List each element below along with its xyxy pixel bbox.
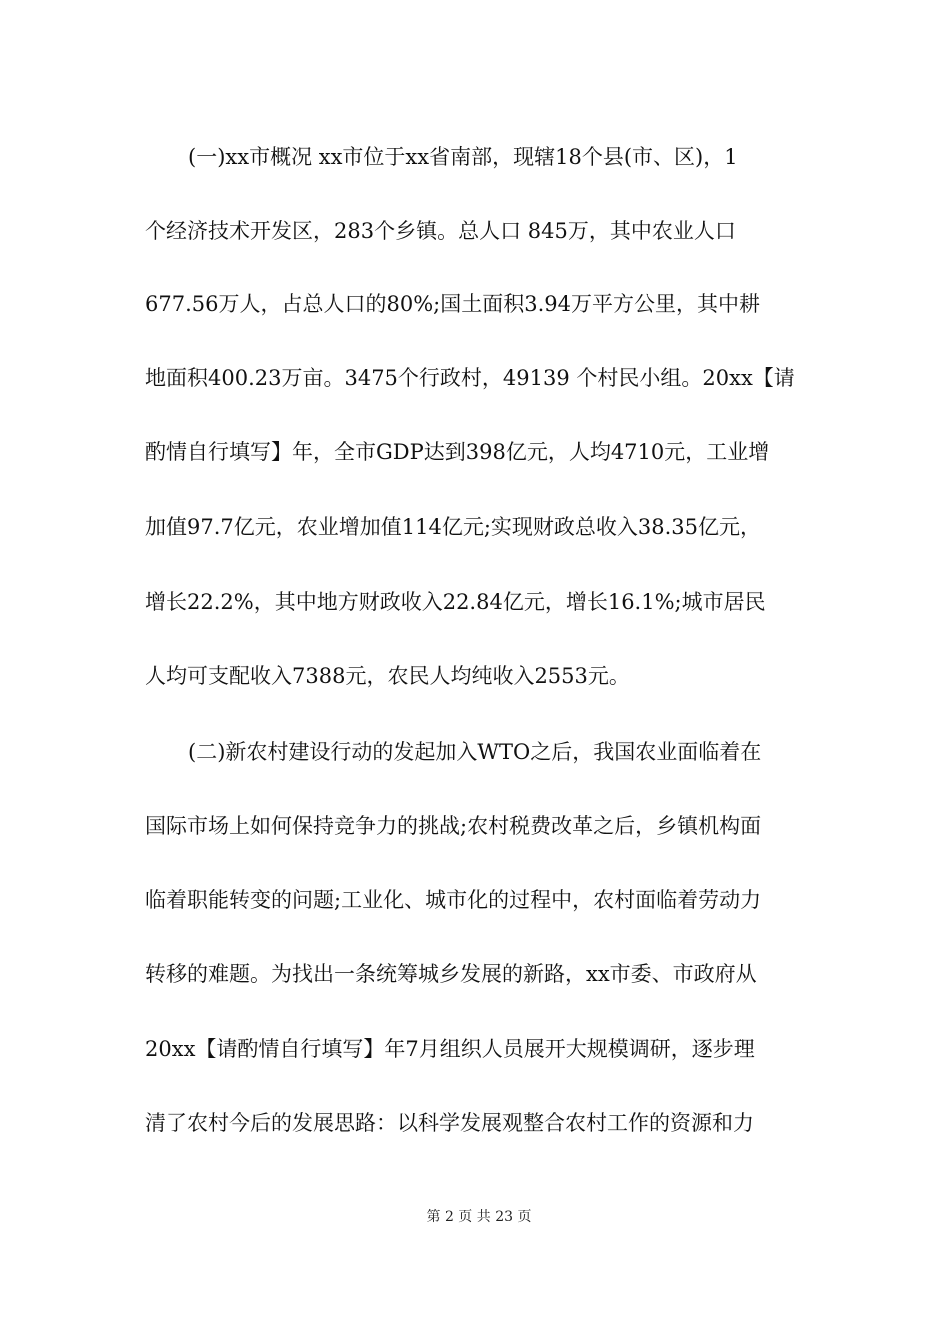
paragraph-2-line-6: 清了农村今后的发展思路：以科学发展观整合农村工作的资源和力 bbox=[145, 1111, 754, 1135]
paragraph-1-line-7: 增长22.2%，其中地方财政收入22.84亿元，增长16.1%;城市居民 bbox=[145, 590, 766, 614]
paragraph-2-line-2: 国际市场上如何保持竞争力的挑战;农村税费改革之后，乡镇机构面 bbox=[145, 814, 762, 838]
paragraph-1-line-4: 地面积400.23万亩。3475个行政村，49139 个村民小组。20xx【请 bbox=[145, 366, 795, 390]
paragraph-1-line-8: 人均可支配收入7388元，农民人均纯收入2553元。 bbox=[145, 664, 630, 688]
paragraph-2-line-3: 临着职能转变的问题;工业化、城市化的过程中，农村面临着劳动力 bbox=[145, 888, 762, 912]
paragraph-1-line-3: 677.56万人，占总人口的80%;国土面积3.94万平方公里，其中耕 bbox=[145, 292, 760, 316]
paragraph-1-line-5: 酌情自行填写】年，全市GDP达到398亿元，人均4710元，工业增 bbox=[145, 440, 770, 464]
paragraph-1-line-6: 加值97.7亿元，农业增加值114亿元;实现财政总收入38.35亿元， bbox=[145, 515, 762, 539]
paragraph-2-line-5: 20xx【请酌情自行填写】年7月组织人员展开大规模调研，逐步理 bbox=[145, 1037, 755, 1061]
page-number-footer: 第 2 页 共 23 页 bbox=[426, 1209, 532, 1225]
paragraph-1-line-2: 个经济技术开发区，283个乡镇。总人口 845万，其中农业人口 bbox=[145, 219, 736, 243]
paragraph-2-line-4: 转移的难题。为找出一条统筹城乡发展的新路，xx市委、市政府从 bbox=[145, 962, 757, 986]
paragraph-1-line-1: (一)xx市概况 xx市位于xx省南部，现辖18个县(市、区)，1 bbox=[188, 145, 738, 169]
paragraph-2-line-1: (二)新农村建设行动的发起加入WTO之后，我国农业面临着在 bbox=[188, 740, 762, 764]
